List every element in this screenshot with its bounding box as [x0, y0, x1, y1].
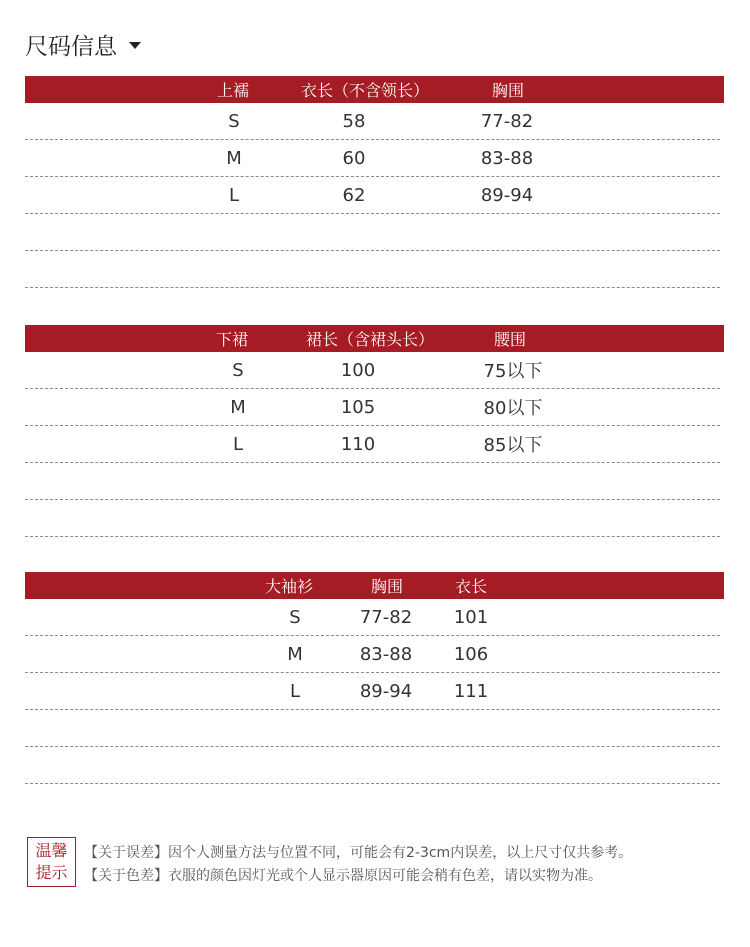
header-cell: 裙长（含裙头长） [305, 330, 435, 349]
value-cell: 83-88 [359, 643, 413, 665]
size-cell: L [232, 433, 244, 455]
value-cell: 62 [342, 184, 366, 206]
table-row [25, 177, 720, 214]
size-table-robe [25, 572, 724, 784]
table-row [25, 599, 720, 636]
value-cell: 101 [453, 606, 489, 628]
size-cell: M [287, 643, 303, 665]
badge-line: 温馨 [35, 841, 68, 860]
table-header [25, 325, 724, 352]
section-title[interactable] [25, 27, 141, 61]
value-cell: 111 [453, 680, 489, 702]
value-cell: 100 [340, 359, 376, 381]
value-cell: 58 [342, 110, 366, 132]
table-row [25, 636, 720, 673]
notice-badge [27, 837, 76, 887]
table-row [25, 103, 720, 140]
size-cell: L [289, 680, 301, 702]
empty-row [25, 747, 720, 784]
notice-section [27, 837, 727, 889]
table-row [25, 352, 720, 389]
header-cell: 胸围 [370, 577, 404, 596]
badge-line: 提示 [35, 863, 68, 882]
header-cell: 下裙 [215, 330, 249, 349]
empty-row [25, 251, 720, 288]
header-cell: 上襦 [216, 81, 250, 100]
value-cell: 106 [453, 643, 489, 665]
table-row [25, 389, 720, 426]
header-cell: 大袖衫 [264, 577, 314, 596]
header-cell: 衣长（不含领长） [300, 81, 430, 100]
value-cell: 110 [340, 433, 376, 455]
caret-down-icon[interactable] [129, 42, 141, 49]
table-row [25, 426, 720, 463]
table-header [25, 76, 724, 103]
value-cell: 89-94 [480, 184, 534, 206]
empty-row [25, 214, 720, 251]
value-cell: 85以下 [483, 435, 543, 456]
notice-color-text: 【关于色差】衣服的颜色因灯光或个人显示器原因可能会稍有色差，请以实物为准。 [84, 868, 602, 884]
value-cell: 83-88 [480, 147, 534, 169]
header-cell: 腰围 [493, 330, 527, 349]
section-title-text: 尺码信息 [25, 33, 117, 60]
size-cell: L [228, 184, 240, 206]
value-cell: 80以下 [483, 398, 543, 419]
value-cell: 75以下 [483, 361, 543, 382]
value-cell: 60 [342, 147, 366, 169]
size-table-skirt [25, 325, 724, 537]
notice-error-text: 【关于误差】因个人测量方法与位置不同，可能会有2-3cm内误差，以上尺寸仅共参考。 [84, 845, 633, 861]
value-cell: 105 [340, 396, 376, 418]
table-row [25, 140, 720, 177]
table-header [25, 572, 724, 599]
empty-row [25, 710, 720, 747]
size-cell: M [226, 147, 242, 169]
empty-row [25, 500, 720, 537]
size-cell: S [228, 110, 240, 132]
size-cell: S [289, 606, 301, 628]
size-table-top [25, 76, 724, 288]
value-cell: 77-82 [359, 606, 413, 628]
size-cell: S [232, 359, 244, 381]
size-cell: M [230, 396, 246, 418]
header-cell: 衣长 [454, 577, 488, 596]
value-cell: 77-82 [480, 110, 534, 132]
empty-row [25, 463, 720, 500]
value-cell: 89-94 [359, 680, 413, 702]
header-cell: 胸围 [491, 81, 525, 100]
table-row [25, 673, 720, 710]
